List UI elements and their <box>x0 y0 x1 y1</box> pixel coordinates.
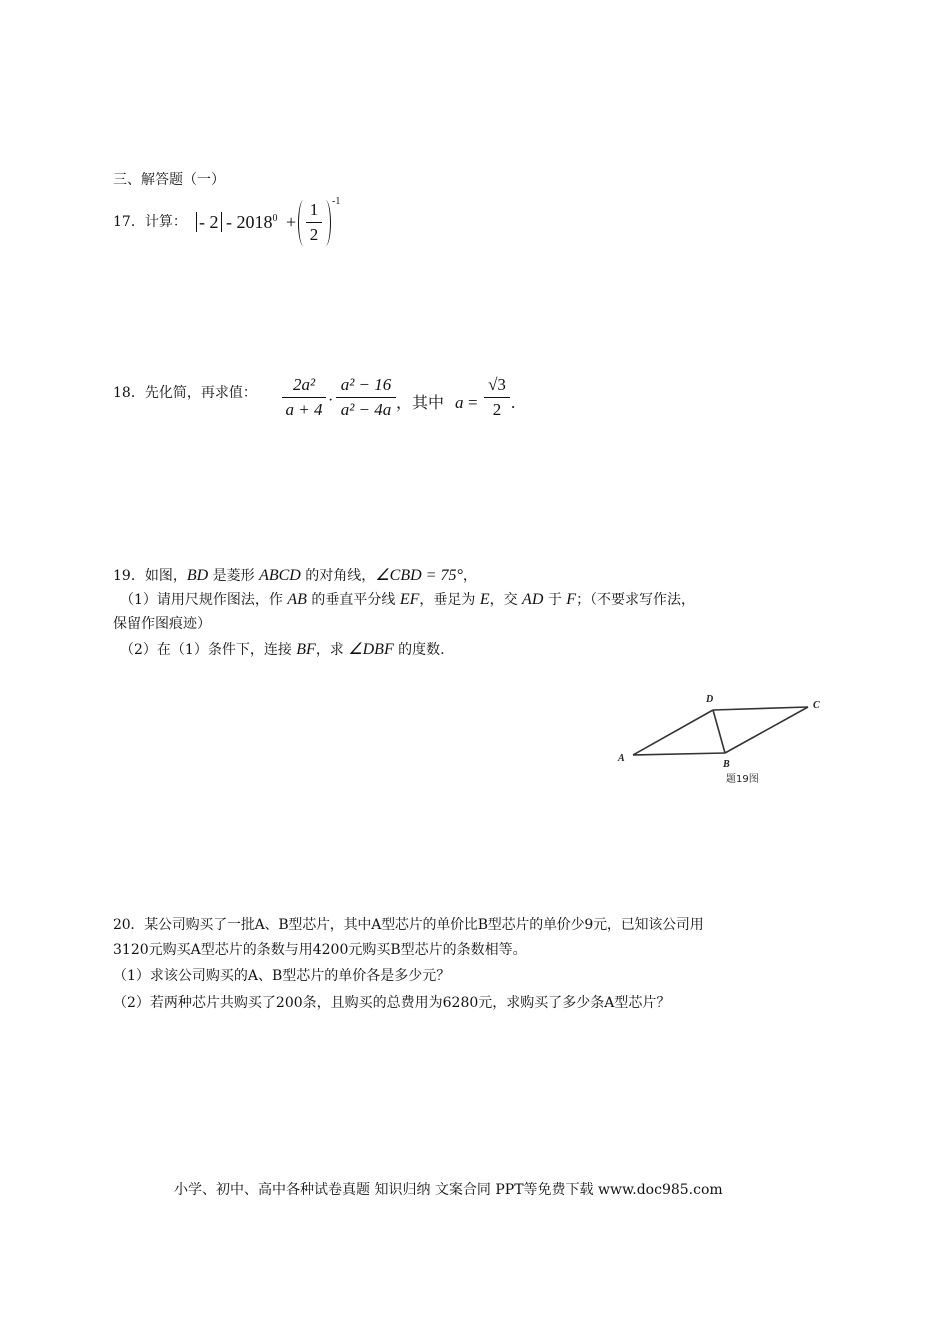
q19-text: （1）请用尺规作图法，作 <box>120 592 288 608</box>
q17-abs-inner: - 2 <box>199 212 219 232</box>
figure-caption: 题19图 <box>726 774 759 785</box>
q19-text: 19．如图， <box>113 568 187 584</box>
q18-f1-den: a + 4 <box>285 400 323 419</box>
fraction-bar <box>336 397 396 398</box>
q19-text: ，垂足为 <box>419 592 480 608</box>
q17-minus-term: - 2018 <box>226 212 273 232</box>
label-c: C <box>813 700 820 711</box>
q19-line-1 <box>113 566 477 586</box>
label-d: D <box>706 694 714 705</box>
q18-eq: = <box>468 393 478 412</box>
q17-neg-exponent: -1 <box>332 196 341 207</box>
q17-label: 17．计算： <box>113 214 187 230</box>
q18-dot: · <box>328 392 334 409</box>
q20-line-3: （1）求该公司购买的A、B型芯片的单价各是多少元？ <box>113 968 451 984</box>
q18-fraction-1 <box>282 374 326 421</box>
q19-angle-cbd: ∠CBD = 75° <box>375 567 463 584</box>
q17-frac-den: 2 <box>309 225 319 244</box>
segment-ba <box>633 753 725 755</box>
q19-text: 于 <box>543 592 567 608</box>
q19-text: ， <box>462 568 477 584</box>
q19-text: 的度数. <box>393 642 445 658</box>
q17-paren-right <box>320 200 331 246</box>
q19-text: 的垂直平分线 <box>306 592 400 608</box>
q19-text: ；（不要求写作法， <box>576 592 696 608</box>
q19-text: 的对角线， <box>300 568 376 584</box>
section-title: 三、解答题（一） <box>113 172 225 188</box>
q19-var-f: F <box>566 591 577 608</box>
q19-line-2 <box>120 590 695 610</box>
q19-rhombus-figure <box>610 688 840 798</box>
q18-fraction-3 <box>484 374 510 421</box>
q19-angle-dbf: ∠DBF <box>348 641 394 658</box>
q19-line-3: 保留作图痕迹） <box>113 616 211 632</box>
q19-var-ad: AD <box>522 591 544 608</box>
q19-text: ，求 <box>315 642 349 658</box>
segment-bd <box>713 710 725 753</box>
q18-where: ，其中 <box>396 393 445 412</box>
q18-f2-num: a² − 16 <box>340 375 392 394</box>
q17-zero-exponent: 0 <box>272 213 278 224</box>
q19-text: ，交 <box>489 592 523 608</box>
q18-sqrt-den: 2 <box>492 400 502 419</box>
fraction-bar <box>484 397 510 398</box>
abs-bar-right <box>219 212 222 232</box>
q17-plus: + <box>286 212 297 232</box>
q19-var-ef: EF <box>399 591 420 608</box>
q18-period: . <box>511 393 516 412</box>
q19-var-e: E <box>479 591 490 608</box>
q17-frac-num: 1 <box>309 200 319 219</box>
segment-ad <box>633 710 713 755</box>
q19-var-ab: AB <box>287 591 307 608</box>
q19-line-4 <box>120 640 445 660</box>
segment-dc <box>713 707 808 710</box>
footer-text: 小学、初中、高中各种试卷真题 知识归纳 文案合同 PPT等免费下载 www.doc985.com <box>174 1182 723 1198</box>
q19-text: （2）在（1）条件下，连接 <box>120 642 297 658</box>
segment-cb <box>725 707 808 753</box>
label-a: A <box>618 753 625 764</box>
q20-line-4: （2）若两种芯片共购买了200条，且购买的总费用为6280元，求购买了多少条A型芯片？ <box>113 995 671 1011</box>
q18-fraction-2 <box>336 374 396 421</box>
q17-expression <box>196 210 296 234</box>
q18-label: 18．先化简，再求值： <box>113 385 257 401</box>
q18-f1-num: 2a² <box>292 375 316 394</box>
fraction-bar <box>282 397 326 398</box>
label-b: B <box>723 759 730 770</box>
q20-line-2: 3120元购买A型芯片的条数与用4200元购买B型芯片的条数相等。 <box>113 942 527 958</box>
q18-sqrt-num: √3 <box>488 375 506 394</box>
q19-var-abcd: ABCD <box>259 567 301 584</box>
q20-line-1: 20．某公司购买了一批A、B型芯片，其中A型芯片的单价比B型芯片的单价少9元，已知该公司用 <box>113 917 704 933</box>
q19-var-bf: BF <box>296 641 316 658</box>
q19-text: 是菱形 <box>208 568 260 584</box>
q18-var: a <box>455 393 464 412</box>
q18-f2-den: a² − 4a <box>340 400 392 419</box>
q19-var-bd: BD <box>186 567 209 584</box>
